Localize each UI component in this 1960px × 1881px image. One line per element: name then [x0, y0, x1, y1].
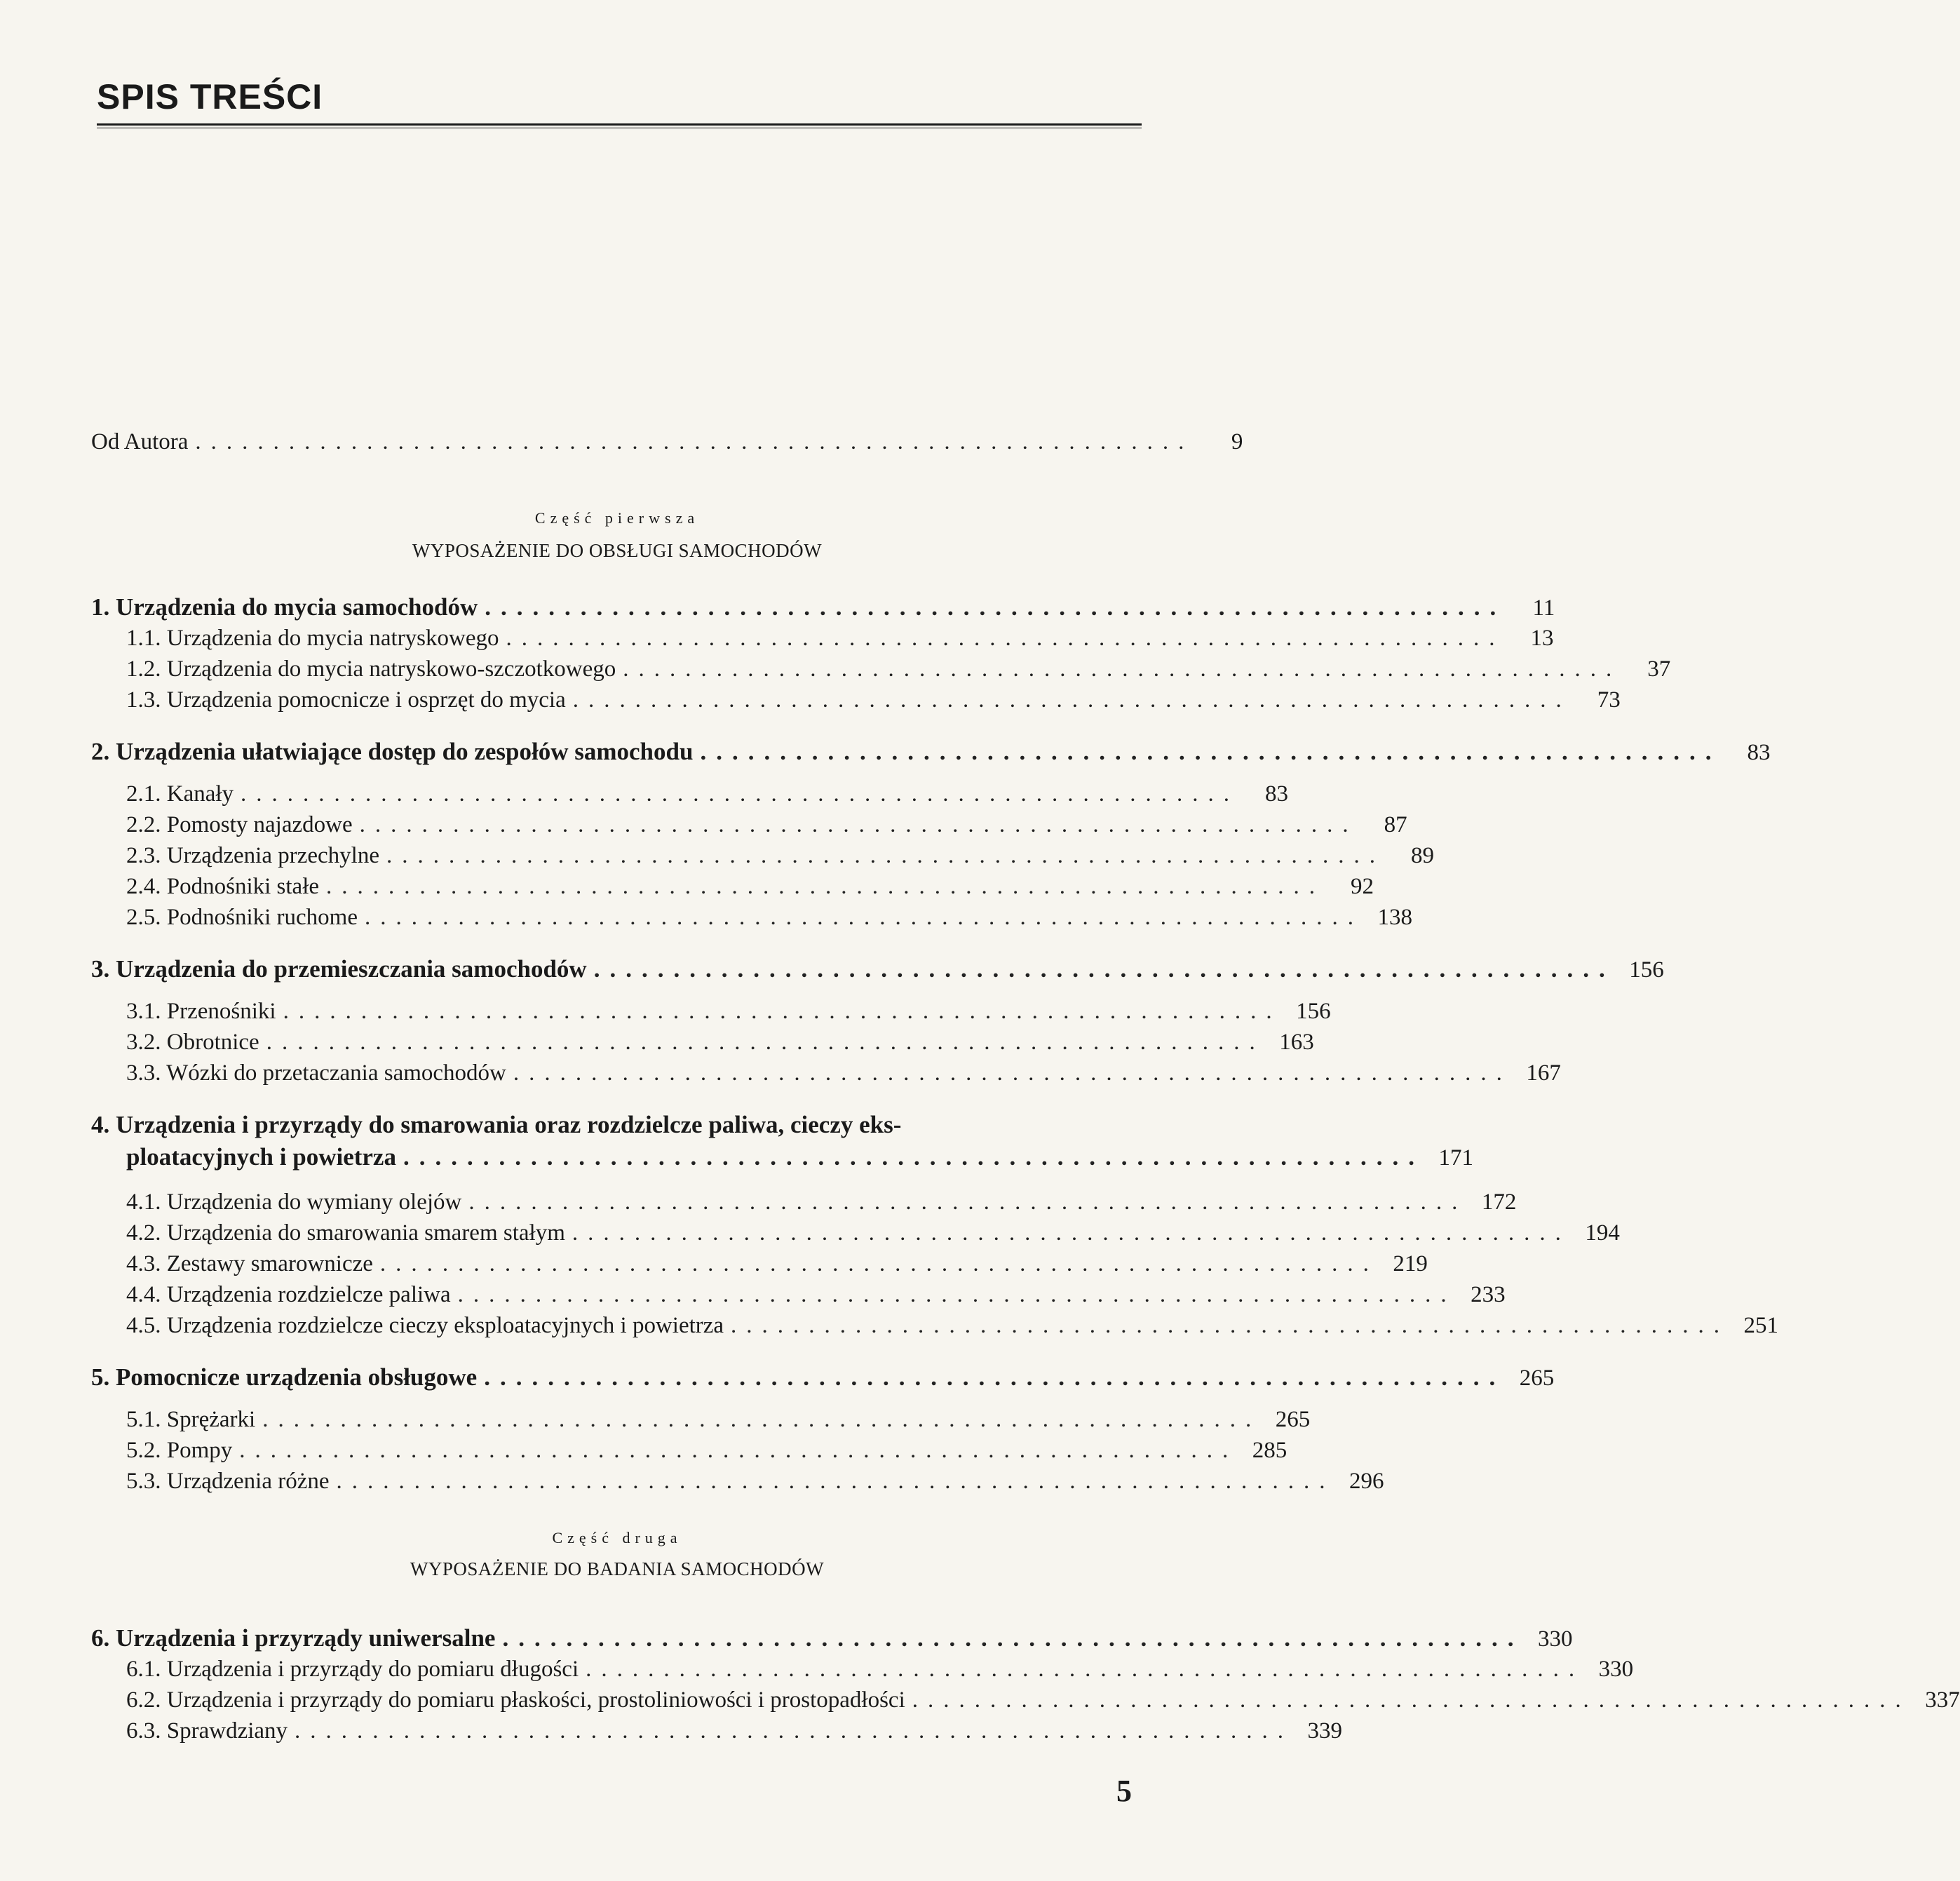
part-2-label: Część druga [552, 1529, 682, 1546]
toc-entry-label: 6.1. Urządzenia i przyrządy do pomiaru długości [126, 1657, 579, 1682]
leader-dots: ................................................................ [623, 656, 1622, 682]
toc-entry-label: 1.3. Urządzenia pomocnicze i osprzęt do mycia [126, 687, 566, 713]
toc-chapter-2[interactable] [91, 738, 1771, 767]
toc-entry[interactable] [126, 1188, 1517, 1216]
toc-entry[interactable] [126, 686, 1621, 714]
toc-page-number: 285 [1252, 1438, 1287, 1463]
toc-page-number: 171 [1438, 1145, 1473, 1171]
toc-entry[interactable] [126, 655, 1671, 683]
toc-page-number: 92 [1351, 874, 1374, 899]
toc-entry[interactable] [126, 872, 1374, 901]
toc-page-number: 83 [1747, 740, 1771, 765]
toc-page-number: 13 [1530, 626, 1554, 651]
toc-entry[interactable] [126, 780, 1289, 808]
toc-entry[interactable] [126, 1655, 1634, 1683]
leader-dots: ................................................................ [502, 1624, 1524, 1652]
leader-dots: ................................................................ [572, 687, 1572, 713]
toc-entry[interactable] [126, 1436, 1287, 1464]
leader-dots: ................................................................ [283, 999, 1282, 1024]
toc-entry[interactable] [126, 1717, 1343, 1745]
toc-page-number: 37 [1647, 656, 1671, 682]
toc-entry[interactable] [126, 1405, 1311, 1434]
part-1-label: Część pierwsza [534, 509, 700, 527]
toc-chapter-label: 5. Pomocnicze urządzenia obsługowe [91, 1363, 478, 1391]
toc-page-number: 251 [1743, 1313, 1779, 1338]
leader-dots: ................................................................ [386, 843, 1385, 868]
toc-chapter-label: 4. Urządzenia i przyrządy do smarowania oraz rozdzielcze paliwa, cieczy eks- [91, 1111, 902, 1138]
leader-dots: ................................................................ [295, 1718, 1294, 1744]
leader-dots: ................................................................ [700, 738, 1722, 765]
leader-dots: ................................................................ [484, 1363, 1506, 1391]
toc-chapter-5[interactable] [91, 1363, 1555, 1392]
page-header [97, 76, 1142, 128]
toc-entry[interactable] [126, 1312, 1779, 1340]
toc-chapter-1[interactable] [91, 593, 1555, 622]
leader-dots: ................................................................ [262, 1407, 1262, 1432]
toc-page-number: 156 [1629, 957, 1664, 983]
leader-dots: ................................................................ [586, 1657, 1585, 1682]
toc-page-number: 330 [1537, 1626, 1573, 1652]
toc-entry-label: 4.2. Urządzenia do smarowania smarem stałym [126, 1220, 565, 1246]
page-number: 5 [1116, 1774, 1132, 1808]
leader-dots: ................................................................ [731, 1313, 1730, 1338]
toc-page-number: 339 [1307, 1718, 1343, 1744]
leader-dots: ................................................................ [241, 781, 1240, 807]
toc-entry-label: 6.3. Sprawdziany [126, 1718, 288, 1744]
leader-dots: ................................................................ [572, 1220, 1571, 1246]
leader-dots: ................................................................ [359, 812, 1358, 837]
toc-entry[interactable] [126, 1059, 1561, 1087]
toc-entry[interactable] [126, 1250, 1428, 1278]
toc-chapter-3[interactable] [91, 955, 1664, 984]
leader-dots: ................................................................ [379, 1251, 1379, 1276]
toc-entry-label: 4.5. Urządzenia rozdzielcze cieczy eksploatacyjnych i powietrza [126, 1313, 724, 1338]
toc-page-number: 156 [1296, 999, 1331, 1024]
toc-entry[interactable] [126, 1686, 1960, 1714]
toc-entry-label: 2.1. Kanały [126, 781, 234, 807]
toc-entry-label: 5.3. Urządzenia różne [126, 1469, 330, 1494]
leader-dots: ................................................................ [326, 874, 1325, 899]
toc-page-number: 219 [1393, 1251, 1428, 1276]
toc-entry-label: 2.4. Podnośniki stałe [126, 874, 320, 899]
toc-entry[interactable] [126, 842, 1434, 870]
toc-entry-label: 4.4. Urządzenia rozdzielcze paliwa [126, 1282, 451, 1307]
toc-page-number: 296 [1349, 1469, 1384, 1494]
leader-dots: ................................................................ [336, 1469, 1335, 1494]
toc-entry[interactable] [126, 1281, 1506, 1309]
leader-dots: ................................................................ [485, 593, 1506, 621]
toc-page-number: 194 [1585, 1220, 1620, 1246]
toc-page-number: 265 [1275, 1407, 1311, 1432]
leader-dots: ................................................................ [513, 1060, 1512, 1086]
toc-entry[interactable] [126, 1467, 1384, 1495]
toc-chapter-label: ploatacyjnych i powietrza [126, 1143, 396, 1171]
leader-dots: ................................................................ [195, 429, 1194, 454]
toc-entry-label: 3.2. Obrotnice [126, 1030, 259, 1055]
toc-entry-label: 4.3. Zestawy smarownicze [126, 1251, 373, 1276]
toc-page-number: 73 [1597, 687, 1621, 713]
toc-chapter-4[interactable] [126, 1143, 1473, 1172]
toc-chapter-label: 1. Urządzenia do mycia samochodów [91, 593, 478, 621]
toc-page-number: 163 [1279, 1030, 1314, 1055]
leader-dots: ................................................................ [593, 955, 1615, 983]
toc-entry[interactable] [126, 1028, 1314, 1056]
toc-page-number: 337 [1925, 1687, 1960, 1713]
toc-entry-label: 1.1. Urządzenia do mycia natryskowego [126, 626, 499, 651]
leader-dots: ................................................................ [506, 626, 1505, 651]
leader-dots: ................................................................ [457, 1282, 1457, 1307]
header-rule [97, 123, 1142, 126]
part-2-title: WYPOSAŻENIE DO BADANIA SAMOCHODÓW [410, 1558, 825, 1579]
toc-entry-label: 2.5. Podnośniki ruchome [126, 905, 358, 930]
toc-page-number: 11 [1532, 595, 1555, 621]
toc-entry-label: 2.3. Urządzenia przechylne [126, 843, 379, 868]
leader-dots: ................................................................ [239, 1438, 1238, 1463]
toc-page-number: 89 [1410, 843, 1434, 868]
toc-chapter-label: 3. Urządzenia do przemieszczania samochodów [91, 955, 587, 983]
toc-chapter-6[interactable] [91, 1624, 1573, 1653]
toc-page-number: 172 [1481, 1189, 1517, 1215]
leader-dots: ................................................................ [912, 1687, 1911, 1713]
leader-dots: ................................................................ [403, 1143, 1424, 1171]
toc-entry-label: 3.1. Przenośniki [126, 999, 276, 1024]
toc-entry[interactable] [126, 624, 1554, 652]
toc-entry-label: 2.2. Pomosty najazdowe [126, 812, 353, 837]
toc-chapter-4-line1[interactable] [91, 1111, 1143, 1139]
leader-dots: ................................................................ [266, 1030, 1265, 1055]
leader-dots: ................................................................ [364, 905, 1363, 930]
toc-page-number: 167 [1526, 1060, 1561, 1086]
toc-entry-label: Od Autora [91, 429, 189, 454]
toc-page-number: 233 [1471, 1282, 1506, 1307]
toc-page-number: 83 [1265, 781, 1289, 807]
part-1-title: WYPOSAŻENIE DO OBSŁUGI SAMOCHODÓW [412, 540, 823, 561]
toc-entry[interactable] [126, 903, 1412, 931]
toc-entry[interactable] [126, 997, 1331, 1025]
toc-entry-label: 3.3. Wózki do przetaczania samochodów [126, 1060, 506, 1086]
leader-dots: ................................................................ [468, 1189, 1468, 1215]
toc-page-number: 9 [1231, 429, 1243, 454]
toc-entry[interactable] [126, 811, 1407, 839]
toc-entry-intro[interactable] [91, 428, 1243, 456]
toc-page-number: 138 [1377, 905, 1412, 930]
toc-page-number: 265 [1519, 1366, 1555, 1391]
toc-entry[interactable] [126, 1219, 1620, 1247]
toc-page-number: 330 [1598, 1657, 1634, 1682]
toc-chapter-label: 2. Urządzenia ułatwiające dostęp do zespołów samochodu [91, 738, 694, 765]
toc-entry-label: 6.2. Urządzenia i przyrządy do pomiaru płaskości, prostoliniowości i prostopadłości [126, 1687, 905, 1713]
page-title: SPIS TREŚCI [97, 77, 323, 116]
toc-entry-label: 1.2. Urządzenia do mycia natryskowo-szczotkowego [126, 656, 616, 682]
toc-chapter-label: 6. Urządzenia i przyrządy uniwersalne [91, 1624, 496, 1652]
toc-page-number: 87 [1384, 812, 1407, 837]
toc-entry-label: 5.2. Pompy [126, 1438, 233, 1463]
toc-entry-label: 4.1. Urządzenia do wymiany olejów [126, 1189, 462, 1215]
toc-entry-label: 5.1. Sprężarki [126, 1407, 256, 1432]
